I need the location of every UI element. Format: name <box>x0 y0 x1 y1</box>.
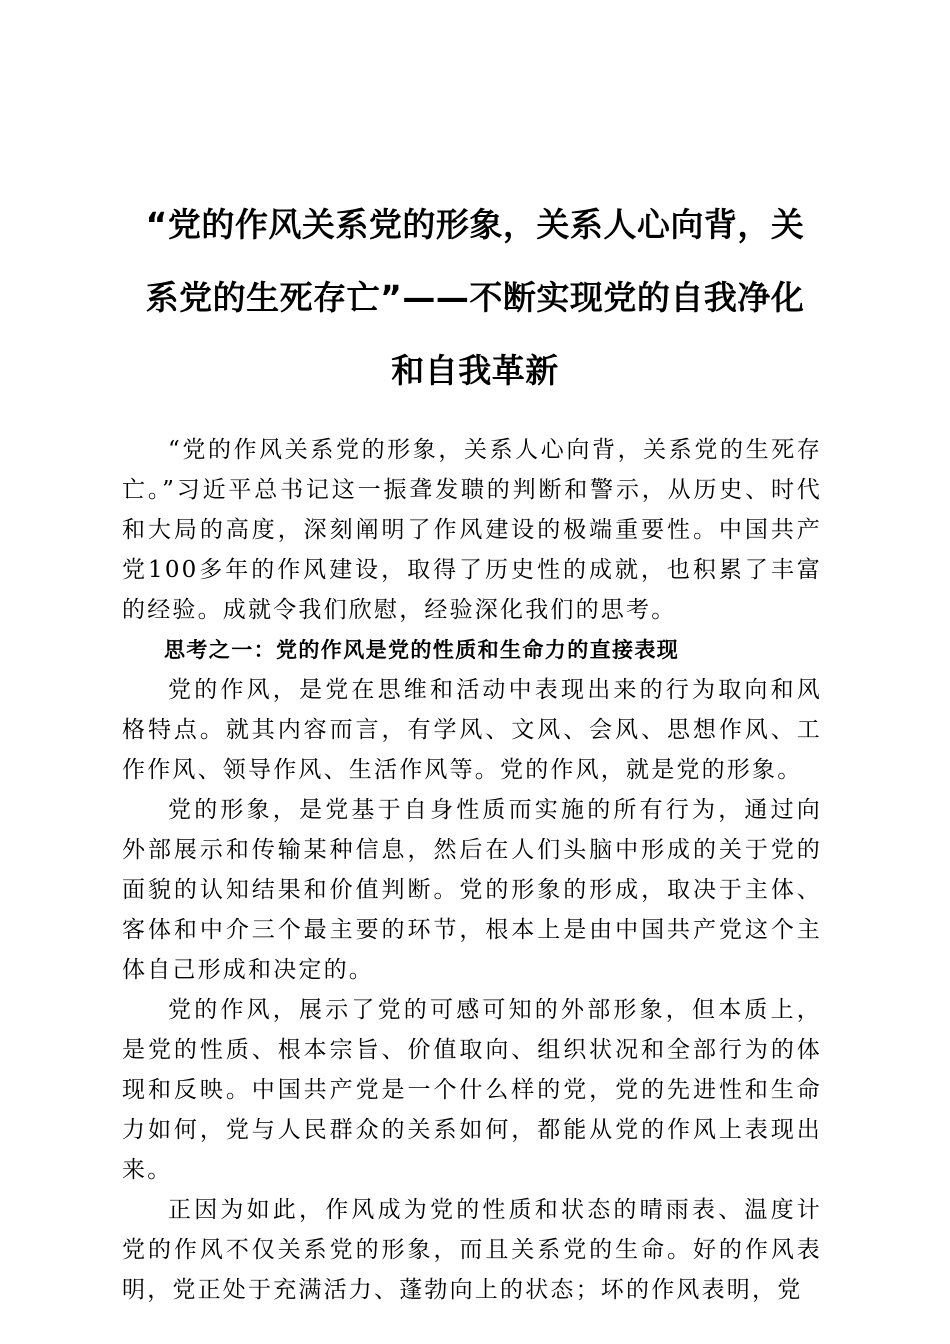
paragraph: 党的作风，展示了党的可感可知的外部形象，但本质上，是党的性质、根本宗旨、价值取向、组织状况和全部行为的体现和反映。中国共产党是一个什么样的党，党的先进性和生命力如何，党与人民群众的关系如何，都能从党的作风上表现出来。 <box>122 997 822 1183</box>
title-line-3: 和自我革新 <box>391 351 559 390</box>
section-heading: 思考之一：党的作风是党的性质和生命力的直接表现 <box>164 638 680 662</box>
paragraph-intro: “党的作风关系党的形象，关系人心向背，关系党的生死存亡。”习近平总书记这一振聋发聩的判断和警示，从历史、时代和大局的高度，深刻阐明了作风建设的极端重要性。中国共产党100多年的作风建设，取得了历史性的成就，也积累了丰富的经验。成就令我们欣慰，经验深化我们的思考。 <box>122 437 822 623</box>
paragraph: 党的作风，是党在思维和活动中表现出来的行为取向和风格特点。就其内容而言，有学风、文风、会风、思想作风、工作作风、领导作风、生活作风等。党的作风，就是党的形象。 <box>122 677 822 783</box>
document-title <box>110 188 840 407</box>
title-line-1: “党的作风关系党的形象，关系人心向背，关 <box>145 205 805 244</box>
document-body <box>122 430 822 1310</box>
title-line-2: 系党的生死存亡”——不断实现党的自我净化 <box>145 278 805 317</box>
paragraph: 党的形象，是党基于自身性质而实施的所有行为，通过向外部展示和传输某种信息，然后在人们头脑中形成的关于党的面貌的认知结果和价值判断。党的形象的形成，取决于主体、客体和中介三个最主要的环节，根本上是由中国共产党这个主体自己形成和决定的。 <box>122 797 822 983</box>
paragraph: 正因为如此，作风成为党的性质和状态的晴雨表、温度计党的作风不仅关系党的形象，而且关系党的生命。好的作风表明，党正处于充满活力、蓬勃向上的状态；坏的作风表明，党 <box>122 1197 822 1303</box>
